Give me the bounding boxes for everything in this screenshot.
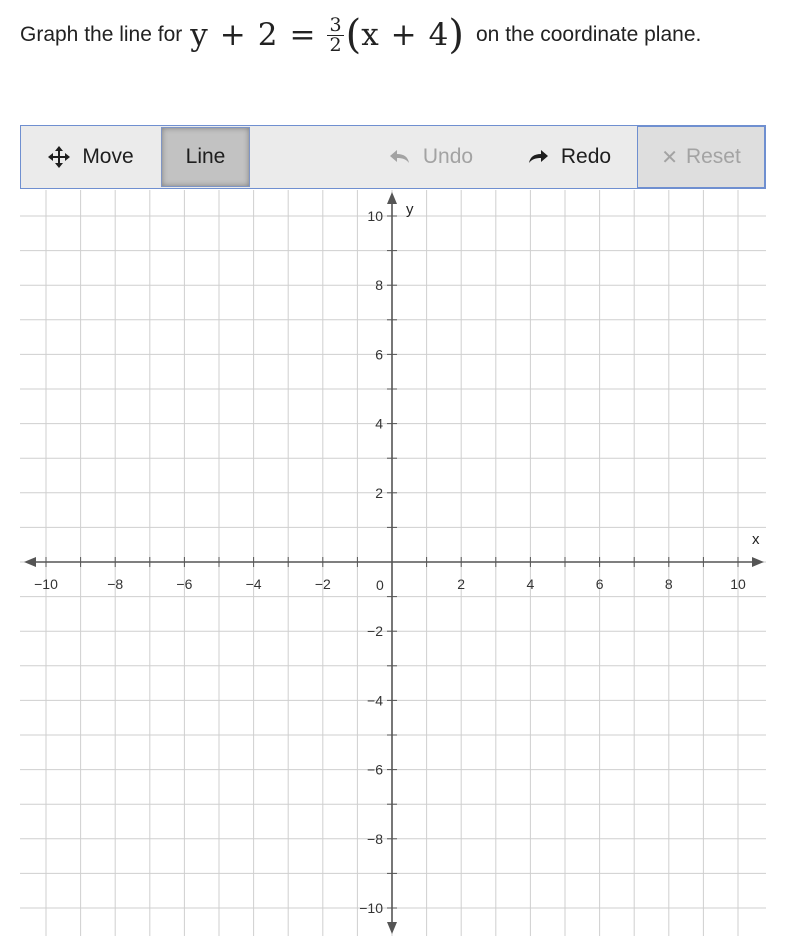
eq-rhs-var: x xyxy=(361,17,379,53)
x-tick-label: −2 xyxy=(314,576,331,592)
grid-lines xyxy=(20,190,766,936)
y-tick-label: −4 xyxy=(367,692,383,709)
x-axis-right-arrow xyxy=(752,557,764,567)
y-tick-label: 6 xyxy=(375,346,383,363)
undo-button-label: Undo xyxy=(422,145,474,168)
y-tick-label: 8 xyxy=(375,277,383,294)
x-tick-label: 2 xyxy=(457,576,466,592)
y-tick-label: −8 xyxy=(367,830,383,847)
y-tick-label: −6 xyxy=(367,761,383,778)
y-tick-label: −2 xyxy=(367,623,383,640)
eq-fraction xyxy=(327,13,343,56)
eq-rhs-const: 4 xyxy=(428,17,449,53)
eq-lhs-var: y xyxy=(190,17,208,53)
eq-plus: + xyxy=(219,17,246,53)
origin-label: 0 xyxy=(376,577,384,593)
x-tick-label: −6 xyxy=(176,576,193,592)
axes xyxy=(24,192,764,934)
x-tick-label: 4 xyxy=(526,576,535,592)
x-tick-label: −10 xyxy=(34,576,58,592)
x-tick-label: 8 xyxy=(664,576,673,592)
undo-button[interactable] xyxy=(371,126,491,188)
y-tick-label: 2 xyxy=(375,484,383,501)
coordinate-plane[interactable] xyxy=(20,190,766,936)
eq-rhs-plus: + xyxy=(390,17,417,53)
redo-arrow-icon xyxy=(527,149,549,165)
y-tick-label: −10 xyxy=(359,900,383,916)
reset-button-label: Reset xyxy=(685,145,741,168)
x-axis-label: x xyxy=(752,531,760,548)
x-tick-label: 10 xyxy=(730,576,746,592)
question-prompt xyxy=(20,10,701,60)
question-suffix: on the coordinate plane. xyxy=(476,23,702,46)
redo-button-label: Redo xyxy=(560,145,612,168)
move-button[interactable] xyxy=(21,126,161,188)
question-prefix: Graph the line for xyxy=(20,23,183,46)
y-tick-label: 10 xyxy=(367,208,383,224)
equation xyxy=(190,12,464,58)
x-tick-label: −8 xyxy=(107,576,124,592)
undo-arrow-icon xyxy=(389,149,411,165)
eq-equals: = xyxy=(289,17,316,53)
y-axis-up-arrow xyxy=(387,192,397,204)
line-tool-button[interactable] xyxy=(161,127,250,187)
move-button-label: Move xyxy=(82,145,134,168)
y-axis-down-arrow xyxy=(387,922,397,934)
y-tick-label: 4 xyxy=(375,415,383,432)
y-axis-label: y xyxy=(406,201,414,218)
x-axis-left-arrow xyxy=(24,557,36,567)
paren-close: ) xyxy=(448,12,464,58)
line-button-label: Line xyxy=(185,145,226,168)
coordinate-plane-svg[interactable] xyxy=(20,190,766,936)
frac-denominator: 2 xyxy=(329,33,342,56)
redo-button[interactable] xyxy=(509,126,629,188)
paren-open: ( xyxy=(345,12,362,58)
reset-button[interactable] xyxy=(637,126,765,188)
x-tick-label: −4 xyxy=(245,576,262,592)
move-arrows-icon xyxy=(48,146,70,168)
x-tick-label: 6 xyxy=(595,576,604,592)
frac-numerator: 3 xyxy=(329,13,342,36)
eq-lhs-const: 2 xyxy=(257,17,278,53)
graph-toolbar xyxy=(20,125,766,189)
close-x-icon: ✕ xyxy=(661,146,678,169)
